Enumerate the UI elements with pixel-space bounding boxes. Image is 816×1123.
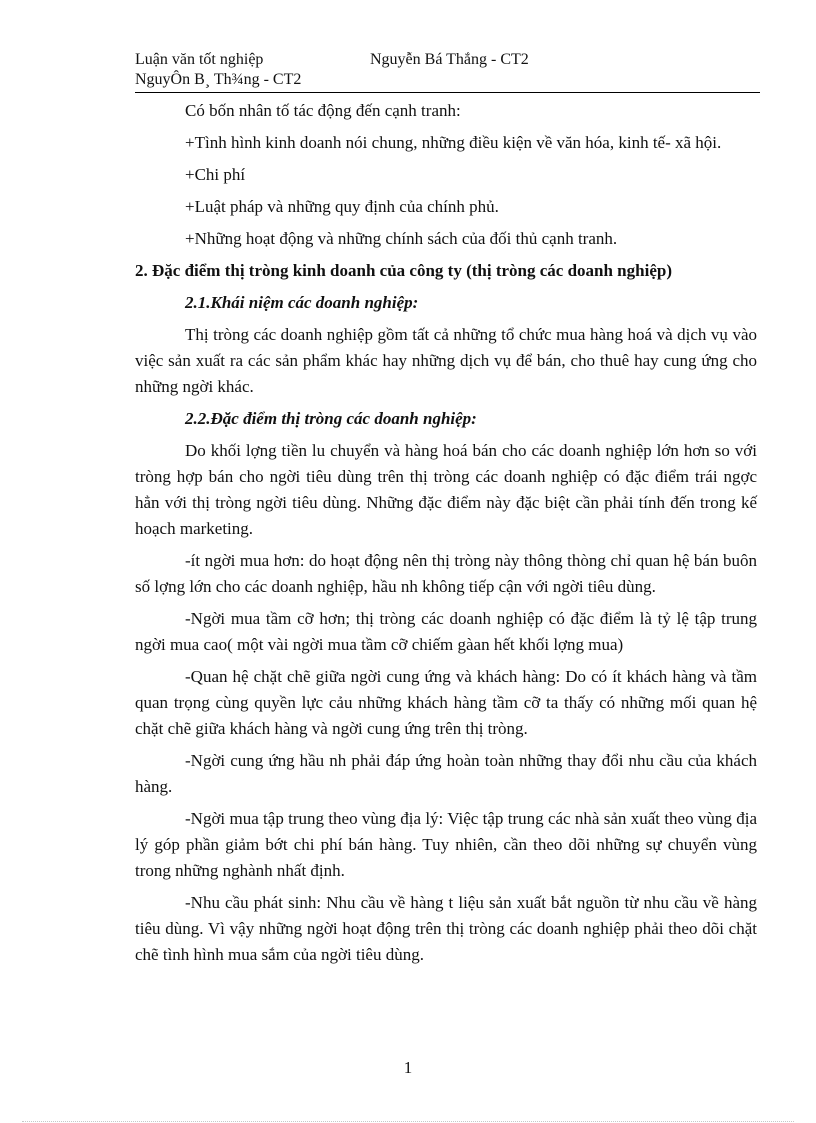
header-thesis-label: Luận văn tốt nghiệp — [135, 51, 264, 68]
paragraph-factors-intro: Có bốn nhân tố tác động đến cạnh tranh: — [185, 101, 461, 120]
paragraph-factor-law: +Luật pháp và những quy định của chính phủ. — [185, 197, 499, 216]
paragraph-factor-business: +Tình hình kinh doanh nói chung, những điều kiện về văn hóa, kinh tế- xã hội. — [185, 133, 722, 152]
section-2-2-paragraph: -ít ngời mua hơn: do hoạt động nên thị tròng này thông thòng chỉ quan hệ bán buôn số lợng lớn cho các doanh nghiệp, hầu nh không tiếp cận với ngời tiêu dùng. — [135, 551, 757, 596]
section-2-2-paragraph: -Ngời cung ứng hầu nh phải đáp ứng hoàn toàn những thay đổi nhu cầu của khách hàng. — [135, 751, 757, 796]
section-2-2-paragraph: Do khối lợng tiền lu chuyển và hàng hoá bán cho các doanh nghiệp lớn hơn so với tròng hợp bán cho ngời tiêu dùng trên thị tròng các doanh nghiệp có đặc điểm trái ngợc hẳn với thị tròng ngời tiêu dùng. Những đặc điểm này đặc biệt cần phải tính đến trong kế hoạch marketing. — [135, 441, 757, 538]
section-2-2-paragraph: -Ngời mua tập trung theo vùng địa lý: Việc tập trung các nhà sản xuất theo vùng địa lý góp phần giảm bớt chi phí bán hàng. Tuy nhiên, cần theo dõi những sự chuyển vùng trong những nghành nhất định. — [135, 809, 757, 880]
section-2-2-heading: 2.2.Đặc điểm thị tròng các doanh nghiệp: — [185, 409, 477, 428]
section-2-heading: 2. Đặc điểm thị tròng kinh doanh của công ty (thị tròng các doanh nghiệp) — [135, 261, 672, 280]
paragraph-factor-competitors: +Những hoạt động và những chính sách của đối thủ cạnh tranh. — [185, 229, 618, 248]
page-bottom-border — [22, 1121, 794, 1122]
section-2-2-paragraph: -Quan hệ chặt chẽ giữa ngời cung ứng và khách hàng: Do có ít khách hàng và tầm quan trọng cùng quyền lực cảu những khách hàng tầm cỡ ta thấy có những mối quan hệ chặt chẽ giữa khách hàng và ngời cung ứng trên thị tròng. — [135, 667, 757, 738]
document-body — [135, 98, 757, 968]
header-author-legacy-encoding: NguyÔn B¸ Th¾ng - CT2 — [135, 71, 302, 88]
section-2-1-heading: 2.1.Khái niệm các doanh nghiệp: — [185, 293, 419, 312]
section-2-1-body: Thị tròng các doanh nghiệp gồm tất cả những tổ chức mua hàng hoá và dịch vụ vào việc sản xuất ra các sản phẩm khác hay những dịch vụ để bán, cho thuê hay cung ứng cho những ngời khác. — [135, 325, 757, 396]
header-divider — [135, 92, 760, 93]
paragraph-factor-cost: +Chi phí — [185, 165, 246, 184]
header-author: Nguyễn Bá Thắng - CT2 — [370, 51, 529, 68]
section-2-2-paragraph: -Nhu cầu phát sinh: Nhu cầu về hàng t liệu sản xuất bắt nguồn từ nhu cầu về hàng tiêu dùng. Vì vậy những ngời hoạt động trên thị tròng các doanh nghiệp phải theo dõi chặt chẽ tình hình mua sắm của ngời tiêu dùng. — [135, 893, 757, 964]
page-number: 1 — [403, 1058, 413, 1077]
page-header — [135, 50, 760, 90]
section-2-2-paragraph: -Ngời mua tầm cỡ hơn; thị tròng các doanh nghiệp có đặc điểm là tỷ lệ tập trung ngời mua cao( một vài ngời mua tầm cỡ chiếm gàan hết khối lợng mua) — [135, 609, 757, 654]
